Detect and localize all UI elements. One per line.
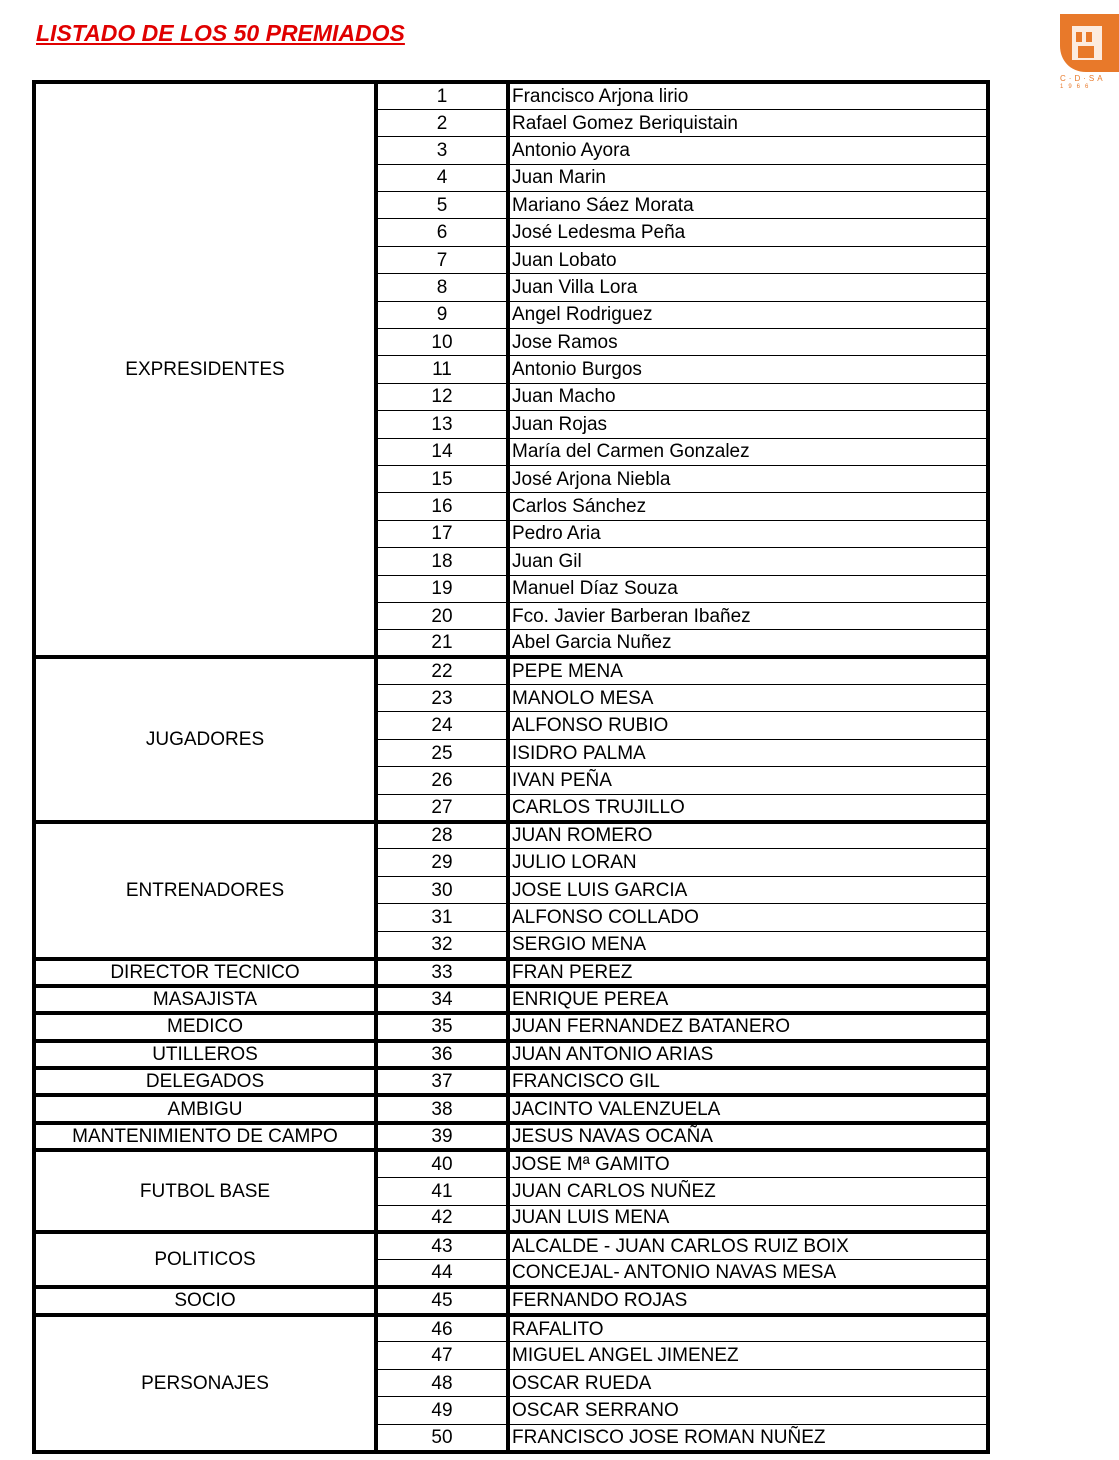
- awardee-name: JULIO LORAN: [508, 849, 988, 876]
- awardee-name: Juan Macho: [508, 383, 988, 410]
- awardee-name: Juan Marin: [508, 164, 988, 191]
- table-row: [34, 1123, 988, 1150]
- table-row: [34, 1041, 988, 1068]
- awardee-name: Carlos Sánchez: [508, 493, 988, 520]
- category-cell: ENTRENADORES: [34, 822, 376, 959]
- awardee-name: Manuel Díaz Souza: [508, 575, 988, 602]
- category-cell: SOCIO: [34, 1287, 376, 1314]
- category-cell: MEDICO: [34, 1013, 376, 1040]
- award-number: 20: [376, 602, 508, 629]
- award-number: 3: [376, 137, 508, 164]
- award-number: 29: [376, 849, 508, 876]
- award-number: 16: [376, 493, 508, 520]
- award-number: 42: [376, 1205, 508, 1232]
- award-number: 50: [376, 1424, 508, 1451]
- award-number: 18: [376, 548, 508, 575]
- awardee-name: María del Carmen Gonzalez: [508, 438, 988, 465]
- table-row: [34, 1068, 988, 1095]
- award-number: 44: [376, 1260, 508, 1287]
- award-number: 13: [376, 411, 508, 438]
- category-cell: EXPRESIDENTES: [34, 82, 376, 657]
- table-row: [34, 657, 988, 684]
- awardee-name: ALFONSO RUBIO: [508, 712, 988, 739]
- awardee-name: OSCAR SERRANO: [508, 1397, 988, 1424]
- award-number: 49: [376, 1397, 508, 1424]
- category-cell: AMBIGU: [34, 1095, 376, 1122]
- awardee-name: IVAN PEÑA: [508, 767, 988, 794]
- award-number: 21: [376, 630, 508, 657]
- award-number: 19: [376, 575, 508, 602]
- awardee-name: José Arjona Niebla: [508, 465, 988, 492]
- table-row: [34, 986, 988, 1013]
- award-number: 41: [376, 1178, 508, 1205]
- category-cell: DIRECTOR TECNICO: [34, 959, 376, 986]
- awardee-name: Mariano Sáez Morata: [508, 192, 988, 219]
- table-row: [34, 1315, 988, 1342]
- category-cell: JUGADORES: [34, 657, 376, 821]
- awardee-name: RAFALITO: [508, 1315, 988, 1342]
- award-number: 22: [376, 657, 508, 684]
- table-row: [34, 82, 988, 109]
- category-cell: DELEGADOS: [34, 1068, 376, 1095]
- award-number: 43: [376, 1232, 508, 1259]
- table-row: [34, 959, 988, 986]
- award-number: 39: [376, 1123, 508, 1150]
- awardee-name: ALFONSO COLLADO: [508, 904, 988, 931]
- awardee-name: SERGIO MENA: [508, 931, 988, 958]
- awardee-name: Juan Lobato: [508, 246, 988, 273]
- table-row: [34, 1232, 988, 1259]
- awardee-name: FRAN PEREZ: [508, 959, 988, 986]
- award-number: 23: [376, 685, 508, 712]
- award-number: 5: [376, 192, 508, 219]
- awardee-name: JOSE Mª GAMITO: [508, 1150, 988, 1177]
- award-number: 46: [376, 1315, 508, 1342]
- awardee-name: ALCALDE - JUAN CARLOS RUIZ BOIX: [508, 1232, 988, 1259]
- award-number: 17: [376, 520, 508, 547]
- award-number: 25: [376, 739, 508, 766]
- awardee-name: CARLOS TRUJILLO: [508, 794, 988, 821]
- award-number: 8: [376, 274, 508, 301]
- award-number: 34: [376, 986, 508, 1013]
- award-number: 36: [376, 1041, 508, 1068]
- award-number: 4: [376, 164, 508, 191]
- awardee-name: Antonio Ayora: [508, 137, 988, 164]
- awardee-name: Juan Gil: [508, 548, 988, 575]
- award-number: 15: [376, 465, 508, 492]
- award-number: 32: [376, 931, 508, 958]
- awardee-name: Angel Rodriguez: [508, 301, 988, 328]
- awardee-name: JUAN ROMERO: [508, 822, 988, 849]
- svg-text:C·D·SA: C·D·SA: [1060, 74, 1106, 83]
- awardee-name: Antonio Burgos: [508, 356, 988, 383]
- category-cell: MASAJISTA: [34, 986, 376, 1013]
- awardee-name: MANOLO MESA: [508, 685, 988, 712]
- award-number: 9: [376, 301, 508, 328]
- award-number: 10: [376, 329, 508, 356]
- awardee-name: Rafael Gomez Beriquistain: [508, 109, 988, 136]
- award-number: 30: [376, 876, 508, 903]
- awardee-name: Juan Villa Lora: [508, 274, 988, 301]
- awardee-name: JOSE LUIS GARCIA: [508, 876, 988, 903]
- category-cell: MANTENIMIENTO DE CAMPO: [34, 1123, 376, 1150]
- awardee-name: JUAN CARLOS NUÑEZ: [508, 1178, 988, 1205]
- table-row: [34, 1287, 988, 1314]
- awardee-name: Jose Ramos: [508, 329, 988, 356]
- award-number: 12: [376, 383, 508, 410]
- awardee-name: JESUS NAVAS OCAÑA: [508, 1123, 988, 1150]
- club-crest-icon: [1056, 12, 1119, 88]
- awardee-name: FRANCISCO GIL: [508, 1068, 988, 1095]
- award-number: 48: [376, 1369, 508, 1396]
- award-number: 1: [376, 82, 508, 109]
- award-number: 38: [376, 1095, 508, 1122]
- award-number: 27: [376, 794, 508, 821]
- award-number: 35: [376, 1013, 508, 1040]
- awardee-name: JUAN ANTONIO ARIAS: [508, 1041, 988, 1068]
- awardee-name: Francisco Arjona lirio: [508, 82, 988, 109]
- awardee-name: Juan Rojas: [508, 411, 988, 438]
- awardee-name: MIGUEL ANGEL JIMENEZ: [508, 1342, 988, 1369]
- awardee-name: ISIDRO PALMA: [508, 739, 988, 766]
- table-row: [34, 822, 988, 849]
- awardee-name: CONCEJAL- ANTONIO NAVAS MESA: [508, 1260, 988, 1287]
- award-number: 37: [376, 1068, 508, 1095]
- awardee-name: FRANCISCO JOSE ROMAN NUÑEZ: [508, 1424, 988, 1451]
- awardee-name: JACINTO VALENZUELA: [508, 1095, 988, 1122]
- awardee-name: FERNANDO ROJAS: [508, 1287, 988, 1314]
- awards-table-body: [34, 82, 988, 1452]
- table-row: [34, 1013, 988, 1040]
- page-title: LISTADO DE LOS 50 PREMIADOS: [36, 20, 405, 46]
- award-number: 6: [376, 219, 508, 246]
- awardee-name: JUAN LUIS MENA: [508, 1205, 988, 1232]
- award-number: 28: [376, 822, 508, 849]
- awardee-name: Pedro Aria: [508, 520, 988, 547]
- award-number: 26: [376, 767, 508, 794]
- awardee-name: José Ledesma Peña: [508, 219, 988, 246]
- award-number: 24: [376, 712, 508, 739]
- table-row: [34, 1095, 988, 1122]
- award-number: 7: [376, 246, 508, 273]
- awards-table: [32, 80, 990, 1454]
- awardee-name: JUAN FERNANDEZ BATANERO: [508, 1013, 988, 1040]
- award-number: 31: [376, 904, 508, 931]
- awardee-name: PEPE MENA: [508, 657, 988, 684]
- awardee-name: OSCAR RUEDA: [508, 1369, 988, 1396]
- awardee-name: ENRIQUE PEREA: [508, 986, 988, 1013]
- awardee-name: Fco. Javier Barberan Ibañez: [508, 602, 988, 629]
- category-cell: FUTBOL BASE: [34, 1150, 376, 1232]
- category-cell: POLITICOS: [34, 1232, 376, 1287]
- award-number: 47: [376, 1342, 508, 1369]
- award-number: 40: [376, 1150, 508, 1177]
- table-row: [34, 1150, 988, 1177]
- award-number: 33: [376, 959, 508, 986]
- award-number: 11: [376, 356, 508, 383]
- award-number: 2: [376, 109, 508, 136]
- award-number: 45: [376, 1287, 508, 1314]
- award-number: 14: [376, 438, 508, 465]
- awardee-name: Abel Garcia Nuñez: [508, 630, 988, 657]
- category-cell: UTILLEROS: [34, 1041, 376, 1068]
- svg-text:1966: 1966: [1060, 84, 1094, 88]
- category-cell: PERSONAJES: [34, 1315, 376, 1452]
